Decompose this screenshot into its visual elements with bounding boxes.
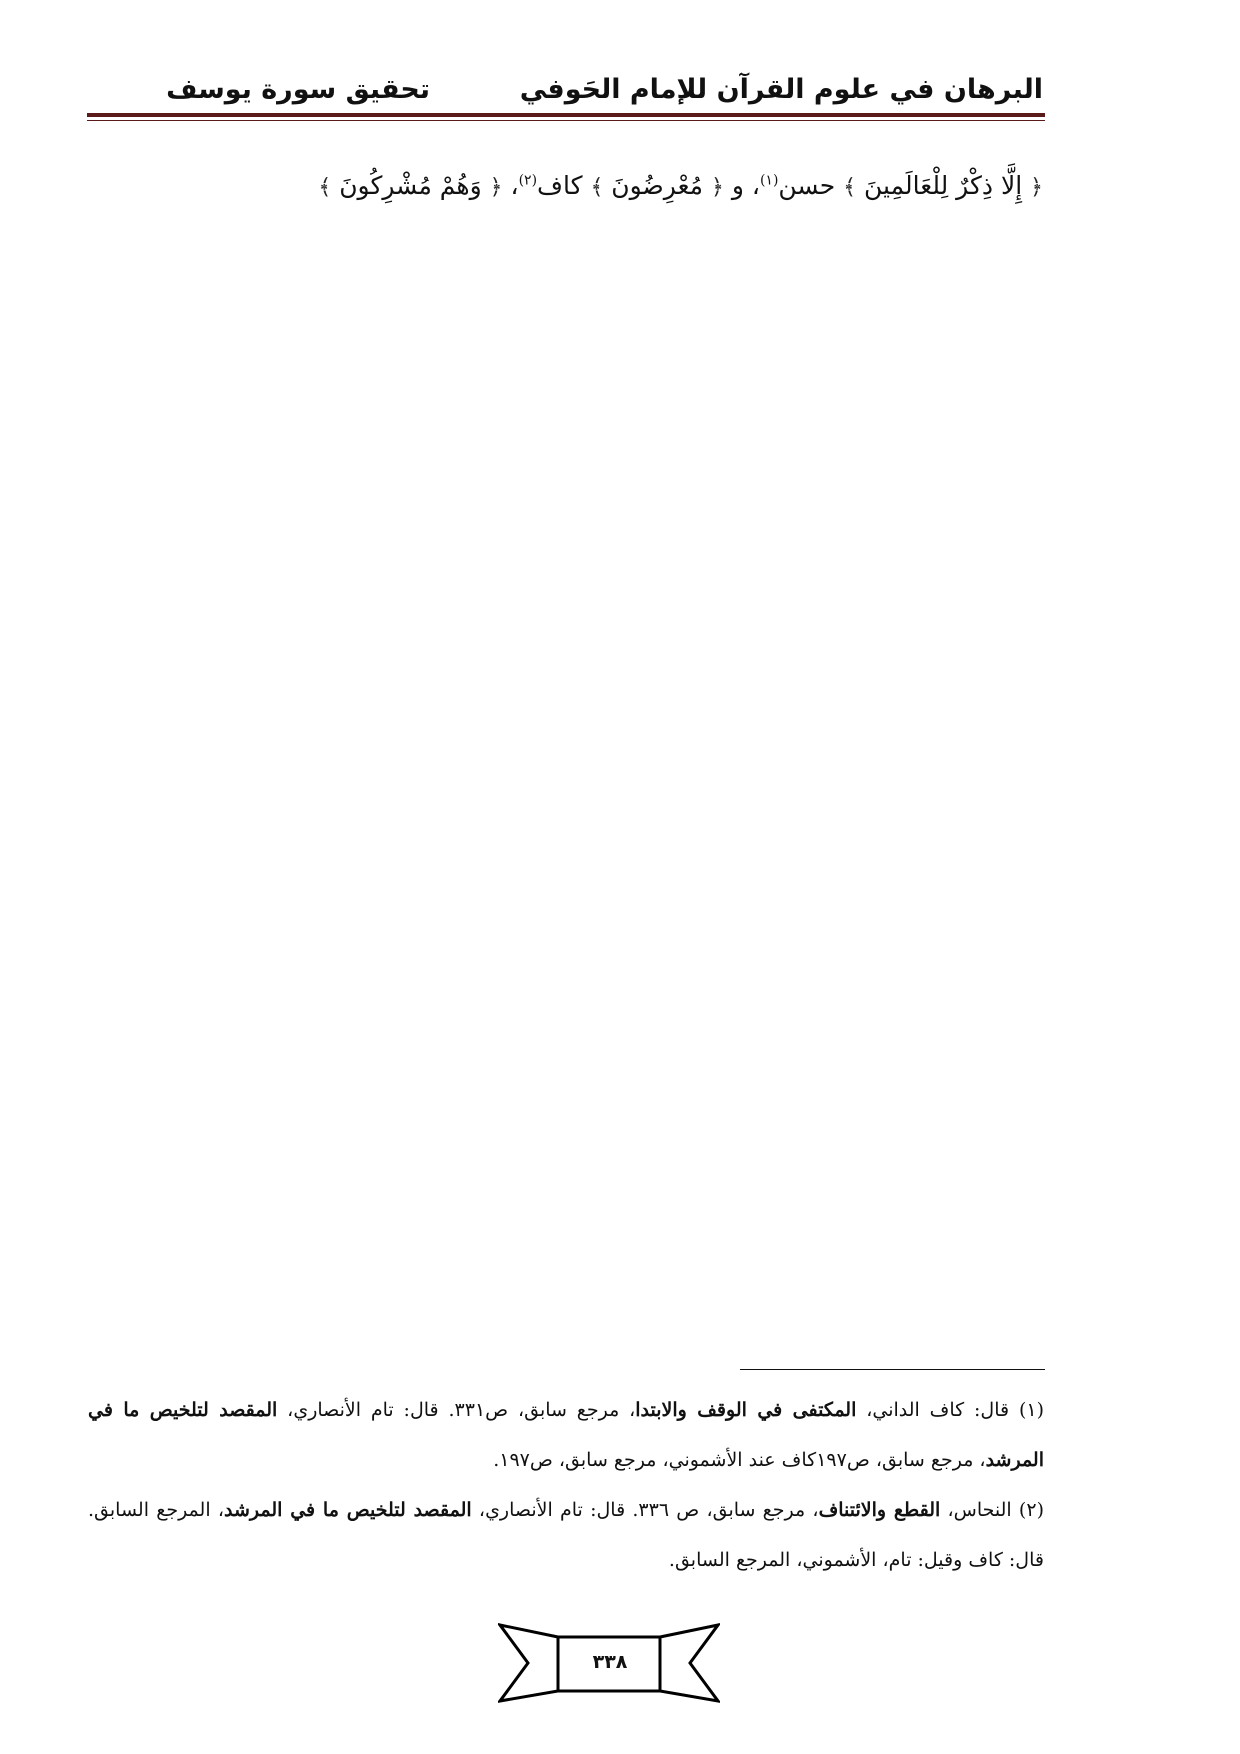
footnote-separator <box>740 1369 1045 1370</box>
ornate-bracket-close: ﴾ <box>590 175 604 200</box>
footnote-2-source: المقصد لتلخيص ما في المرشد <box>223 1499 472 1521</box>
section-title: تحقيق سورة يوسف <box>166 74 430 105</box>
header-rule-thin <box>87 120 1045 121</box>
ornate-bracket-open: ﴿ <box>710 175 724 200</box>
book-title: البرهان في علوم القرآن للإمام الحَوفي <box>519 74 1043 105</box>
conjunction: و <box>731 171 744 200</box>
footnote-2-source: القطع والائتناف <box>818 1499 941 1521</box>
judgment-2: كاف <box>537 171 583 200</box>
judgment-1: حسن <box>778 171 836 200</box>
footnote-2-text: ، المرجع السابق. قال: كاف وقيل: تام، الأشموني، المرجع السابق. <box>88 1499 1044 1571</box>
header-rule-thick <box>87 113 1045 117</box>
footnote-2 <box>88 1485 1044 1585</box>
footnote-1-text: ، مرجع سابق، ص١٩٧كاف عند الأشموني، مرجع سابق، ص١٩٧. <box>493 1449 986 1471</box>
verse-1: إِلَّا ذِكْرٌ لِلْعَالَمِينَ <box>864 171 1023 200</box>
ornate-bracket-open: ﴿ <box>1030 175 1043 200</box>
footnote-1-text: ، مرجع سابق، ص٣٣١. قال: تام الأنصاري، <box>277 1399 636 1421</box>
footnote-2-text: (٢) النحاس، <box>940 1499 1044 1521</box>
ornate-bracket-close: ﴾ <box>318 175 332 200</box>
verse-2: مُعْرِضُونَ <box>611 171 704 200</box>
footnote-1-source: المقصد لتلخيص ما في المرشد <box>88 1399 1044 1471</box>
footnote-1 <box>88 1385 1044 1485</box>
footnotes <box>88 1385 1044 1585</box>
page-number: ٣٣٨ <box>592 1651 628 1673</box>
ornate-bracket-open: ﴿ <box>489 175 503 200</box>
footnote-ref-2: (٢) <box>518 172 538 189</box>
footnote-1-text: (١) قال: كاف الداني، <box>856 1399 1044 1421</box>
separator: ، <box>510 171 519 200</box>
verse-3: وَهُمْ مُشْرِكُونَ <box>339 171 482 200</box>
footnote-ref-1: (١) <box>759 172 779 189</box>
footnote-2-text: ، مرجع سابق، ص ٣٣٦. قال: تام الأنصاري، <box>471 1499 819 1521</box>
footnote-1-source: المكتفى في الوقف والابتدا <box>635 1399 857 1421</box>
verse-line <box>318 170 1043 203</box>
separator: ، <box>751 171 760 200</box>
ornate-bracket-close: ﴾ <box>843 175 857 200</box>
